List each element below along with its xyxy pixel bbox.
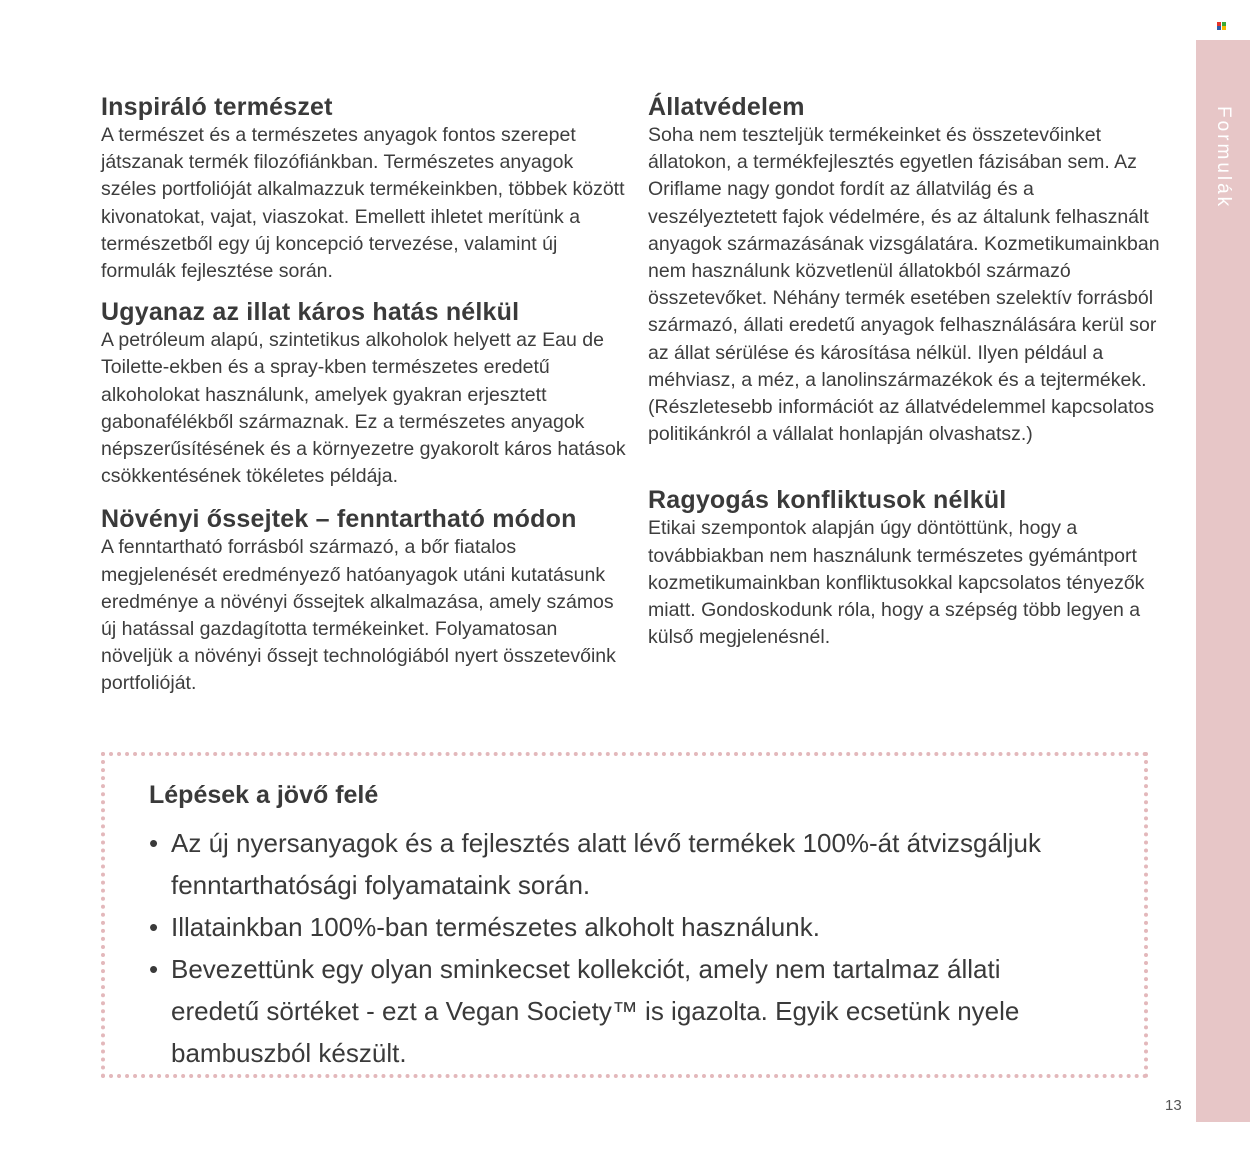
- section-plant-stem-cells: [101, 504, 631, 697]
- section-title: Ragyogás konfliktusok nélkül: [648, 486, 1007, 515]
- section-conflict-free: [648, 485, 1168, 651]
- list-item-text: Bevezettünk egy olyan sminkecset kollekciót, amely nem tartalmaz állati eredetű sörtéket - ezt a Vegan Society™ is igazolta. Egyik ecsetünk nyele bambuszból készült.: [171, 954, 1020, 1068]
- list-item-text: Illatainkban 100%-ban természetes alkoholt használunk.: [171, 912, 820, 942]
- bullet-icon: •: [149, 912, 159, 942]
- section-same-scent: [101, 297, 631, 490]
- section-title: Állatvédelem: [648, 93, 805, 121]
- section-body: Etikai szempontok alapján úgy döntöttünk, hogy a továbbiakban nem használunk természetes gyémántport kozmetikumainkban konfliktusokkal kapcsolatos tényezők miatt. Gondoskodunk róla, hogy a szépség több legyen a külső megjelenésnél.: [648, 517, 1145, 649]
- brand-logo-mark: [1217, 22, 1227, 29]
- section-title: Ugyanaz az illat káros hatás nélkül: [101, 298, 520, 327]
- logo-square-blue: [1217, 26, 1221, 30]
- section-animal-welfare: [648, 92, 1168, 448]
- section-inspiring-nature: [101, 92, 631, 285]
- side-tab-label: [1196, 40, 1250, 260]
- section-title: Növényi őssejtek – fenntartható módon: [101, 505, 577, 534]
- section-body: A természet és a természetes anyagok fontos szerepet játszanak termék filozófiánkban. Természetes anyagok széles portfolióját alkalmazzuk termékeinkben, többek között kivonatokat, vajat, viaszokat. Emellett ihletet merítünk a természetből egy új koncepció tervezése, valamint új formulák fejlesztése során.: [101, 124, 625, 283]
- logo-square-yellow: [1222, 26, 1226, 30]
- right-column: [648, 92, 1168, 651]
- list-item-text: Az új nyersanyagok és a fejlesztés alatt lévő termékek 100%-át átvizsgáljuk fenntarthatósági folyamataink során.: [171, 828, 1041, 900]
- section-body: A fenntartható forrásból származó, a bőr fiatalos megjelenését eredményező hatóanyagok utáni kutatásunk eredménye a növényi őssejtek alkalmazása, amely számos új hatással gazdagította termékeinket. Folyamatosan növeljük a növényi őssejt technológiából nyert összetevőink portfolióját.: [101, 536, 616, 695]
- bullet-icon: •: [149, 828, 159, 858]
- section-body: A petróleum alapú, szintetikus alkoholok helyett az Eau de Toilette-ekben és a spray-kben természetes eredetű alkoholokat használunk, amelyek gyakran erjesztett gabonafélékből származnak. Ez a természetes anyagok népszerűsítésének és a környezetre gyakorolt káros hatások csökkentésének tökéletes példája.: [101, 329, 626, 488]
- page-number: 13: [1165, 1097, 1182, 1114]
- list-item: [149, 948, 1049, 1074]
- left-column: [101, 92, 631, 698]
- future-steps-box: [101, 752, 1148, 1078]
- section-body: Soha nem teszteljük termékeinket és összetevőinket állatokon, a termékfejlesztés egyetlen fázisában sem. Az Oriflame nagy gondot fordít az állatvilág és a veszélyeztetett fajok védelmére, és az általunk felhasznált anyagok származásának vizsgálatára. Kozmetikumainkban nem használunk közvetlenül állatokból származó összetevőket. Néhány termék esetében szelektív forrásból származó, állati eredetű anyagok felhasználására kerül sor az állat sérülése és károsítása nélkül. Ilyen például a méhviasz, a méz, a lanolinszármazékok és a tejtermékek. (Részletesebb információt az állatvédelemmel kapcsolatos politikánkról a vállalat honlapján olvashatsz.): [648, 124, 1160, 446]
- steps-list: [149, 822, 1049, 1074]
- side-tab-text: Formulák: [1213, 106, 1234, 210]
- section-title: Inspiráló természet: [101, 93, 333, 121]
- list-item: [149, 906, 1049, 948]
- steps-title: Lépések a jövő felé: [149, 781, 379, 809]
- list-item: [149, 822, 1049, 906]
- bullet-icon: •: [149, 954, 159, 984]
